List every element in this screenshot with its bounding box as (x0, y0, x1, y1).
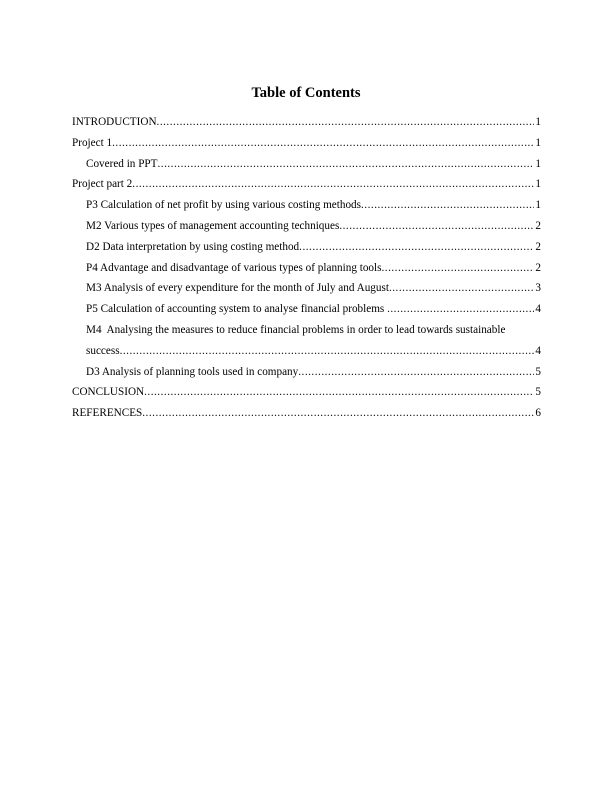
toc-dot-leader (132, 174, 534, 195)
toc-page-number: 4 (535, 303, 541, 316)
toc-dot-leader (389, 278, 534, 299)
toc-entry-text: Project part 2 (72, 178, 133, 191)
toc-entry-text: P3 Calculation of net profit by using various costing methods (86, 199, 361, 212)
toc-dot-leader (299, 237, 534, 258)
toc-dot-leader (157, 112, 535, 133)
toc-entry-m3[interactable] (72, 278, 541, 299)
toc-dot-leader (339, 216, 534, 237)
toc-page-number: 5 (535, 386, 541, 399)
toc-page-number: 2 (535, 240, 541, 253)
toc-dot-leader (120, 341, 535, 362)
toc-dot-leader (298, 362, 534, 383)
toc-page-number: 1 (535, 178, 541, 191)
toc-entry-text: M2 Various types of management accounting techniques (86, 219, 340, 232)
toc-dot-leader (112, 133, 534, 154)
toc-entry-conclusion[interactable] (72, 382, 541, 403)
toc-entry-text: P4 Advantage and disadvantage of various types of planning tools (86, 261, 382, 274)
toc-entry-text: D2 Data interpretation by using costing method (86, 240, 300, 253)
toc-entry-text: CONCLUSION (72, 386, 145, 399)
toc-entry-text: P5 Calculation of accounting system to analyse financial problems (86, 303, 388, 316)
toc-entry-m4-line-1[interactable] (72, 320, 541, 341)
toc-entry-text: D3 Analysis of planning tools used in company (86, 365, 299, 378)
toc-dot-leader (381, 258, 534, 279)
toc-dot-leader (144, 382, 534, 403)
toc-entry-project-1[interactable] (72, 133, 541, 154)
toc-page-number: 2 (535, 261, 541, 274)
toc-page-number: 5 (535, 365, 541, 378)
toc-entry-introduction[interactable] (72, 112, 541, 133)
toc-dot-leader (142, 403, 534, 424)
toc-dot-leader (387, 299, 534, 320)
toc-page-number: 6 (535, 407, 541, 420)
toc-page-number: 1 (535, 136, 541, 149)
toc-entry-covered-in-ppt[interactable] (72, 154, 541, 175)
toc-page-number: 2 (535, 219, 541, 232)
toc-entry-text: success (86, 344, 120, 357)
toc-page-number: 1 (535, 199, 541, 212)
toc-entry-text: Project 1 (72, 136, 113, 149)
toc-entry-references[interactable] (72, 403, 541, 424)
toc-entry-text: M3 Analysis of every expenditure for the month of July and August (86, 282, 389, 295)
toc-entry-m2[interactable] (72, 216, 541, 237)
toc-entry-m4-line-2[interactable] (72, 341, 541, 362)
toc-entry-text: M4 Analysing the measures to reduce financial problems in order to lead towards sustainable (86, 323, 506, 336)
toc-page-number: 1 (535, 157, 541, 170)
toc-list (72, 112, 541, 424)
toc-entry-text: REFERENCES (72, 407, 143, 420)
toc-entry-p5[interactable] (72, 299, 541, 320)
toc-page-number: 1 (535, 116, 541, 128)
toc-entry-d2[interactable] (72, 237, 541, 258)
toc-page-number: 4 (535, 344, 541, 357)
toc-title: Table of Contents (251, 85, 361, 101)
toc-entry-d3[interactable] (72, 362, 541, 383)
toc-page-number: 3 (535, 282, 541, 295)
toc-entry-text: Covered in PPT (86, 157, 158, 170)
toc-entry-project-part-2[interactable] (72, 174, 541, 195)
toc-entry-p4[interactable] (72, 258, 541, 279)
toc-entry-text: INTRODUCTION (72, 116, 157, 128)
toc-dot-leader (361, 195, 534, 216)
toc-entry-p3[interactable] (72, 195, 541, 216)
toc-dot-leader (157, 154, 534, 175)
